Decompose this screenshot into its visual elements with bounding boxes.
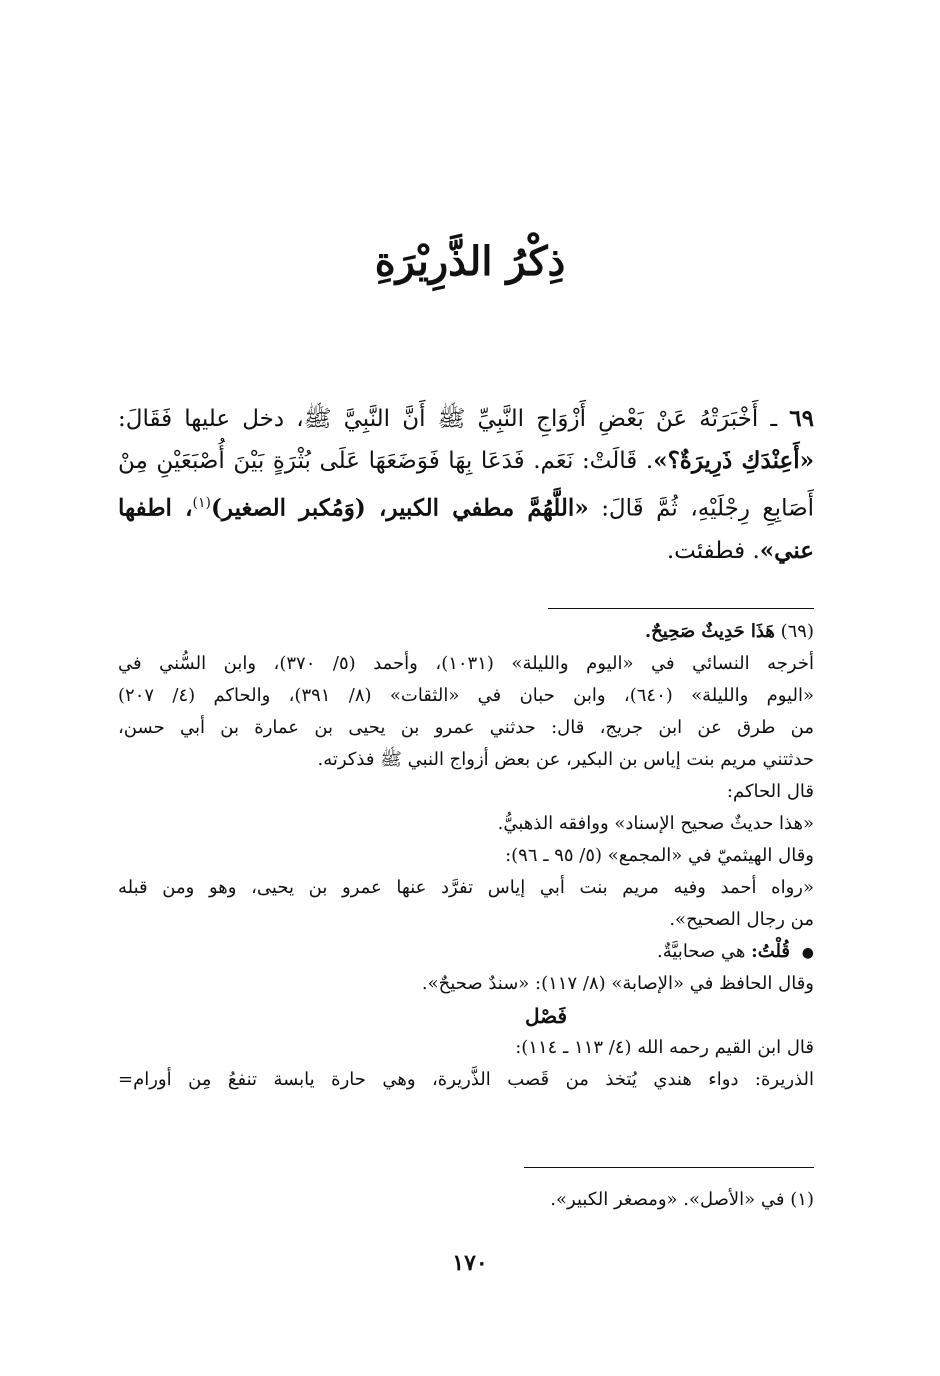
notes-separator <box>548 608 814 609</box>
hadith-quote-2: «اللَّهُمَّ مطفي الكبير، (وَمُكبر الصغير) <box>211 494 589 522</box>
note-line: «هذا حديثٌ صحيح الإسناد» ووافقه الذهبيُّ. <box>497 813 814 834</box>
footnote-reference: (١) <box>192 495 212 511</box>
note-line: أخرجه النسائي في «اليوم والليلة» (١٠٣١)، وأحمد (٥/ ٣٧٠)، وابن السُّني في <box>118 653 814 674</box>
bullet-icon: ● <box>801 945 814 961</box>
footnote-number: (١) <box>790 1189 814 1210</box>
footnote-text: في «الأصل». «ومصغر الكبير». <box>550 1189 785 1210</box>
grading-text: هَذَا حَدِيثٌ صَحِيحٌ. <box>644 621 775 642</box>
hadith-quote-1: «أَعِنْدَكِ ذَرِيرَةٌ؟» <box>653 447 814 474</box>
hadith-paragraph <box>118 398 814 572</box>
page-number: ١٧٠ <box>452 1250 488 1276</box>
note-line: الذريرة: دواء هندي يُتخذ من قَصب الذَّريرة، وهي حارة يابسة تنفعُ مِن أورام= <box>118 1069 814 1090</box>
hadith-quote-3: ، اطفها عني» <box>118 494 814 564</box>
chapter-title: ذِكْرُ الذَّرِيْرَةِ <box>374 238 566 285</box>
takhrij-notes <box>118 616 814 1096</box>
note-line <box>118 616 814 648</box>
section-heading: فَصْل <box>524 1004 568 1028</box>
hadith-text-3: . فطفئت. <box>666 537 760 564</box>
note-line: قال الحاكم: <box>726 781 814 802</box>
note-number: (٦٩) <box>780 621 814 642</box>
footnote-separator <box>524 1167 814 1168</box>
note-line: حدثتني مريم بنت إياس بن البكير، عن بعض أزواج النبي ﷺ فذكرته. <box>317 749 814 770</box>
note-line: «اليوم والليلة» (٦٤٠)، وابن حبان في «الثقات» (٨/ ٣٩١)، والحاكم (٤/ ٢٠٧) <box>118 685 814 706</box>
qultu-label: قُلْتُ: <box>751 941 791 962</box>
footnote <box>124 1184 814 1216</box>
note-line: من رجال الصحيح». <box>669 909 814 930</box>
note-line: «رواه أحمد وفيه مريم بنت أبي إياس تفرَّد عنها عمرو بن يحيى، وهو ومن قبله <box>118 877 814 898</box>
qultu-text: هي صحابيَّةٌ. <box>657 941 746 962</box>
note-line: قال ابن القيم رحمه الله (٤/ ١١٣ ـ ١١٤): <box>515 1037 814 1058</box>
note-line: وقال الحافظ في «الإصابة» (٨/ ١١٧): «سندٌ صحيحٌ». <box>421 973 814 994</box>
note-line: وقال الهيثميّ في «المجمع» (٥/ ٩٥ ـ ٩٦): <box>505 845 814 866</box>
note-line <box>118 936 814 968</box>
hadith-text-2: . قَالَتْ: نَعَم. فَدَعَا بِهَا فَوَضَعَهَا عَلَى بُثْرَةٍ بَيْنَ أُصْبَعَيْنِ مِنْ أَصَابِعِ رِجْلَيْهِ، ثُمَّ قَالَ: <box>118 448 815 522</box>
hadith-text-1: ـ أَخْبَرَتْهُ عَنْ بَعْضِ أَزْوَاجِ النَّبِيِّ ﷺ أَنَّ النَّبِيَّ ﷺ، دخل عليها فَقَالَ: <box>118 406 778 432</box>
hadith-number: ٦٩ <box>789 405 814 432</box>
note-line: من طرق عن ابن جريج، قال: حدثني عمرو بن يحيى بن عمارة بن أبي حسن، <box>118 717 814 738</box>
